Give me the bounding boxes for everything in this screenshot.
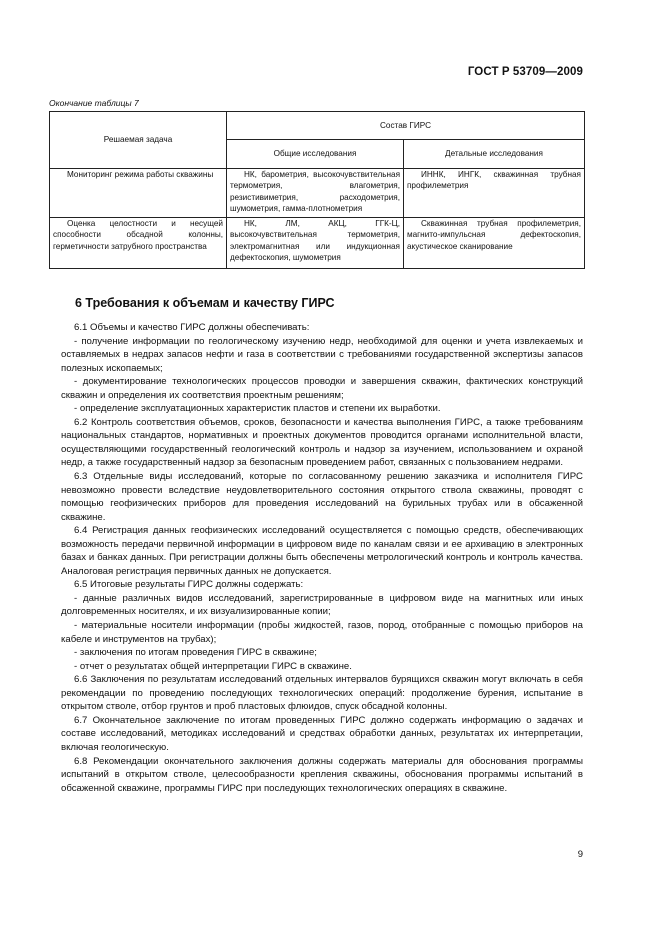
page-number: 9	[577, 849, 583, 860]
paragraph: 6.2 Контроль соответствия объемов, сроков, безопасности и качества выполнения ГИРС, а также требованиям национальных стандартов, нормативных и проектных документов проводится органами исполнительной власти, осуществляющими государственный геологический контроль и надзор за изучением, использованием и охраной недр, а также государственный надзор за безопасным проведением работ, связанных с пользованием недрами.	[61, 416, 583, 469]
table-row	[50, 218, 585, 269]
paragraph: 6.6 Заключения по результатам исследований отдельных интервалов бурящихся скважин могут включать в себя рекомендации по проведению последующих технологических операций: продолжение бурения, испытание в открытом стволе, отбор грунтов и проб пластовых флюидов, спуск обсадной колонны.	[61, 674, 583, 713]
table-caption: Окончание таблицы 7	[49, 98, 139, 108]
table-row	[50, 169, 585, 218]
paragraph: - материальные носители информации (пробы жидкостей, газов, пород, отобранные с помощью приборов на кабеле и инструментов на трубах);	[61, 620, 583, 645]
paragraph: 6.8 Рекомендации окончательного заключения должны содержать материалы для обоснования программы испытаний в открытом стволе, целесообразности крепления скважины, обоснования программы испытаний в обсаженной скважине, программы ГИРС при последующих технологических операциях в скважине.	[61, 755, 583, 794]
paragraph: 6.3 Отдельные виды исследований, которые по согласованному решению заказчика и исполнителя ГИРС невозможно провести вследствие неудовлетворительного состояния открытого ствола скважины, проводят с помощью геофизических приборов для проведения исследований на бурильных трубах или в обсаженной скважине.	[61, 471, 583, 523]
paragraph: 6.7 Окончательное заключение по итогам проведенных ГИРС должно содержать информацию о задачах и составе исследований, методиках исследований и средствах обработки данных, результатах их интерпретации, включая геологическую.	[61, 714, 583, 753]
table-cell-task: Мониторинг режима работы скважины	[50, 169, 227, 218]
table-cell-general: НК, ЛМ, АКЦ, ГГК-Ц, высокочувствительная термометрия, электромагнитная или индукционная дефектоскопия, шумометрия	[227, 218, 404, 269]
paragraph: - получение информации по геологическому изучению недр, необходимой для оценки и учета извлекаемых и оставляемых в недрах запасов нефти и газа в соответствии с требованиями государственной экспертизы запасов полезных ископаемых;	[61, 335, 583, 374]
table-cell-general: НК, барометрия, высокочувствительная термометрия, влагометрия, резистивиметрия, расходометрия, шумометрия, гамма-плотнометрия	[227, 169, 404, 218]
column-header-composition: Состав ГИРС	[227, 112, 585, 140]
table-7-continuation	[49, 111, 585, 269]
paragraph: - определение эксплуатационных характеристик пластов и степени их выработки.	[74, 403, 441, 415]
column-header-general: Общие исследования	[227, 140, 404, 169]
table-cell-detailed: ИННК, ИНГК, скважинная трубная профилеметрия	[404, 169, 585, 218]
section-title: 6 Требования к объемам и качеству ГИРС	[75, 296, 335, 310]
column-header-detailed: Детальные исследования	[404, 140, 585, 169]
paragraph: 6.5 Итоговые результаты ГИРС должны содержать:	[74, 579, 304, 591]
column-header-task: Решаемая задача	[50, 112, 227, 169]
paragraph: - заключения по итогам проведения ГИРС в скважине;	[74, 647, 317, 659]
section-body	[61, 321, 583, 795]
paragraph: - данные различных видов исследований, зарегистрированные в цифровом виде на магнитных или иных долговременных носителях, и их визуализированные копии;	[61, 592, 583, 618]
paragraph: 6.4 Регистрация данных геофизических исследований осуществляется с помощью средств, обеспечивающих возможность передачи первичной информации в цифровом виде по каналам связи и ее архивацию в электронных базах и банках данных. При регистрации должны быть обеспечены метрологический контроль и контроль качества. Аналоговая регистрация первичных данных не допускается.	[61, 525, 583, 577]
table-cell-detailed: Скважинная трубная профилеметрия, магнито-импульсная дефектоскопия, акустическое сканирование	[404, 218, 585, 269]
paragraph: - документирование технологических процессов проводки и завершения скважин, фактических конструкций скважин и определения их соответствия проектным решениям;	[61, 376, 583, 401]
paragraph: - отчет о результатах общей интерпретации ГИРС в скважине.	[74, 660, 352, 672]
paragraph: 6.1 Объемы и качество ГИРС должны обеспечивать:	[74, 322, 310, 333]
document-standard-number: ГОСТ Р 53709—2009	[467, 66, 583, 78]
table-cell-task: Оценка целостности и несущей способности обсадной колонны, герметичности затрубного пространства	[50, 218, 227, 269]
